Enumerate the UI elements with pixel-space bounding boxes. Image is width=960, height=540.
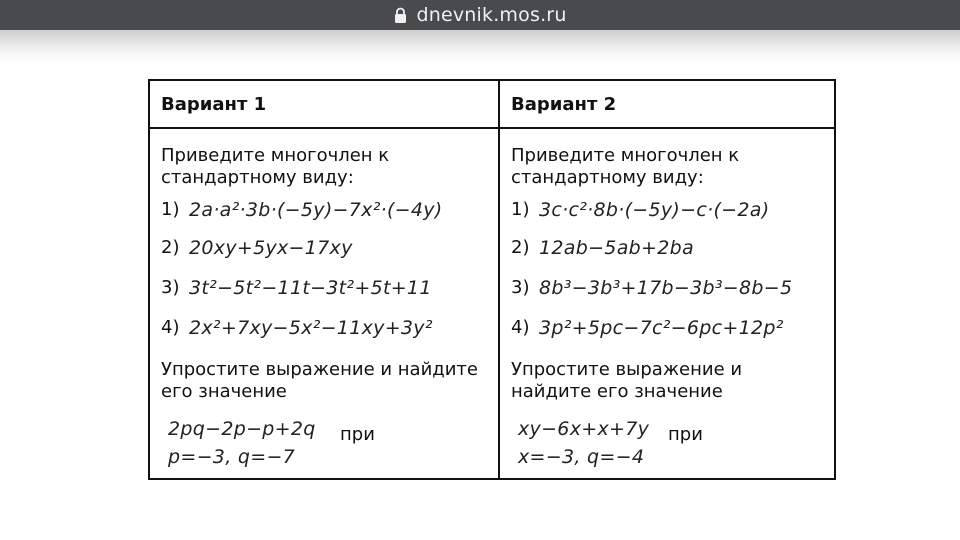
variant-1-values: p=−3, q=−7 (168, 446, 296, 468)
variant-2-simplify-text: Упростите выражение и найдите его значение (511, 359, 743, 402)
browser-address-bar[interactable] (0, 0, 960, 30)
variant-2-pri: при (668, 424, 703, 445)
variant-2-body (500, 129, 834, 478)
variant-2-item-3: 3) 8b³−3b³+17b−3b³−8b−5 (511, 277, 793, 299)
expression: 2a·a²·3b·(−5y)−7x²·(−4y) (189, 199, 443, 221)
expression: 2x²+7xy−5x²−11xy+3y² (189, 317, 433, 339)
url-display[interactable] (0, 0, 960, 30)
expression: 3c·c²·8b·(−5y)−c·(−2a) (539, 199, 770, 221)
variant-2-item-1: 1) 3c·c²·8b·(−5y)−c·(−2a) (511, 199, 770, 221)
variant-1-simplify-expr: 2pq−2p−p+2q (168, 418, 316, 440)
variant-2-header: Вариант 2 (500, 81, 834, 129)
variant-1-simplify-text: Упростите выражение и найдите его значение (161, 359, 478, 402)
url-text: dnevnik.mos.ru (416, 4, 567, 26)
variant-2-item-4: 4) 3p²+5pc−7c²−6pc+12p² (511, 317, 784, 339)
variants-table (148, 79, 836, 480)
variant-2-values: x=−3, q=−4 (518, 446, 645, 468)
variant-1-item-4: 4) 2x²+7xy−5x²−11xy+3y² (161, 317, 433, 339)
expression: 3p²+5pc−7c²−6pc+12p² (539, 317, 784, 339)
expression: 12ab−5ab+2ba (539, 237, 694, 259)
variant-2-simplify-expr: xy−6x+x+7y (518, 418, 650, 440)
variant-2-intro: Приведите многочлен к стандартному виду: (511, 145, 740, 188)
lock-icon (393, 7, 408, 24)
variant-1-body (150, 129, 500, 478)
variant-1-item-3: 3) 3t²−5t²−11t−3t²+5t+11 (161, 277, 432, 299)
variant-2-item-2: 2) 12ab−5ab+2ba (511, 237, 694, 259)
variant-1-intro: Приведите многочлен к стандартному виду: (161, 145, 390, 188)
toolbar-shadow (0, 30, 960, 64)
variant-1-header: Вариант 1 (150, 81, 500, 129)
variant-1-pri: при (340, 424, 375, 445)
expression: 3t²−5t²−11t−3t²+5t+11 (189, 277, 432, 299)
variant-1-item-2: 2) 20xy+5yx−17xy (161, 237, 353, 259)
expression: 20xy+5yx−17xy (189, 237, 353, 259)
expression: 8b³−3b³+17b−3b³−8b−5 (539, 277, 793, 299)
variant-1-item-1: 1) 2a·a²·3b·(−5y)−7x²·(−4y) (161, 199, 443, 221)
